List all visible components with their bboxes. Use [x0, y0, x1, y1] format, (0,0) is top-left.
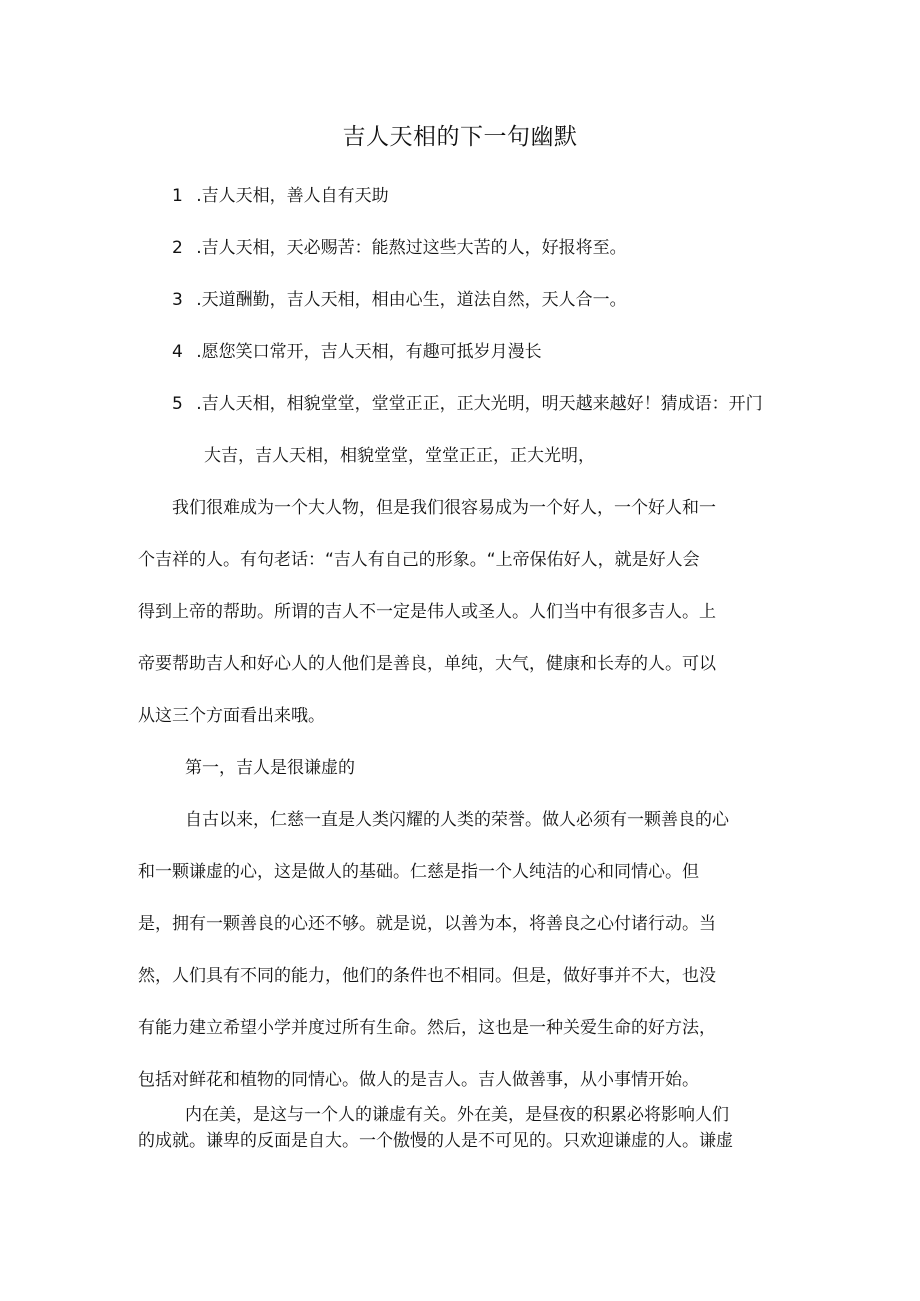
- list-number: 4: [172, 342, 183, 362]
- paragraph-line: 是，拥有一颗善良的心还不够。就是说，以善为本，将善良之心付诸行动。当: [138, 914, 716, 934]
- list-item: [172, 289, 627, 311]
- list-item: [172, 341, 542, 363]
- paragraph-line: 我们很难成为一个大人物，但是我们很容易成为一个好人，一个好人和一: [172, 498, 716, 518]
- list-number: 3: [172, 290, 183, 310]
- list-number: 2: [172, 238, 183, 258]
- paragraph-line: 从这三个方面看出来哦。: [138, 706, 325, 726]
- list-text: .愿您笑口常开，吉人天相，有趣可抵岁月漫长: [196, 342, 542, 362]
- paragraph-line: 内在美，是这与一个人的谦虚有关。外在美，是昼夜的积累必将影响人们: [185, 1105, 729, 1125]
- list-item: [172, 237, 627, 259]
- paragraph-line: 然，人们具有不同的能力，他们的条件也不相同。但是，做好事并不大，也没: [138, 966, 716, 986]
- list-text: .吉人天相，相貌堂堂，堂堂正正，正大光明，明天越来越好！猜成语：开门: [196, 394, 763, 414]
- section-heading: 第一，吉人是很谦虚的: [185, 758, 355, 778]
- list-number: 1: [172, 186, 183, 206]
- paragraph-line: 得到上帝的帮助。所谓的吉人不一定是伟人或圣人。人们当中有很多吉人。上: [138, 602, 716, 622]
- paragraph-line: 和一颗谦虚的心，这是做人的基础。仁慈是指一个人纯洁的心和同情心。但: [138, 862, 699, 882]
- list-text: .吉人天相，善人自有天助: [196, 186, 389, 206]
- paragraph-line: 自古以来，仁慈一直是人类闪耀的人类的荣誉。做人必须有一颗善良的心: [185, 810, 729, 830]
- paragraph-line: 的成就。谦卑的反面是自大。一个傲慢的人是不可见的。只欢迎谦虚的人。谦虚: [138, 1131, 733, 1151]
- list-item-continuation: 大吉，吉人天相，相貌堂堂，堂堂正正，正大光明，: [204, 446, 595, 466]
- list-number: 5: [172, 394, 183, 414]
- list-item: [172, 393, 763, 415]
- list-text: .吉人天相，天必赐苦：能熬过这些大苦的人，好报将至。: [196, 238, 627, 258]
- document-title: 吉人天相的下一句幽默: [342, 124, 578, 150]
- list-text: .天道酬勤，吉人天相，相由心生，道法自然，天人合一。: [196, 290, 627, 310]
- paragraph-line: 有能力建立希望小学并度过所有生命。然后，这也是一种关爱生命的好方法，: [138, 1018, 716, 1038]
- paragraph-line: 包括对鲜花和植物的同情心。做人的是吉人。吉人做善事，从小事情开始。: [138, 1070, 699, 1090]
- paragraph-line: 帝要帮助吉人和好心人的人他们是善良，单纯，大气，健康和长寿的人。可以: [138, 654, 716, 674]
- paragraph-line: 个吉祥的人。有句老话：“吉人有自己的形象。“上帝保佑好人，就是好人会: [138, 550, 700, 570]
- list-item: [172, 185, 389, 207]
